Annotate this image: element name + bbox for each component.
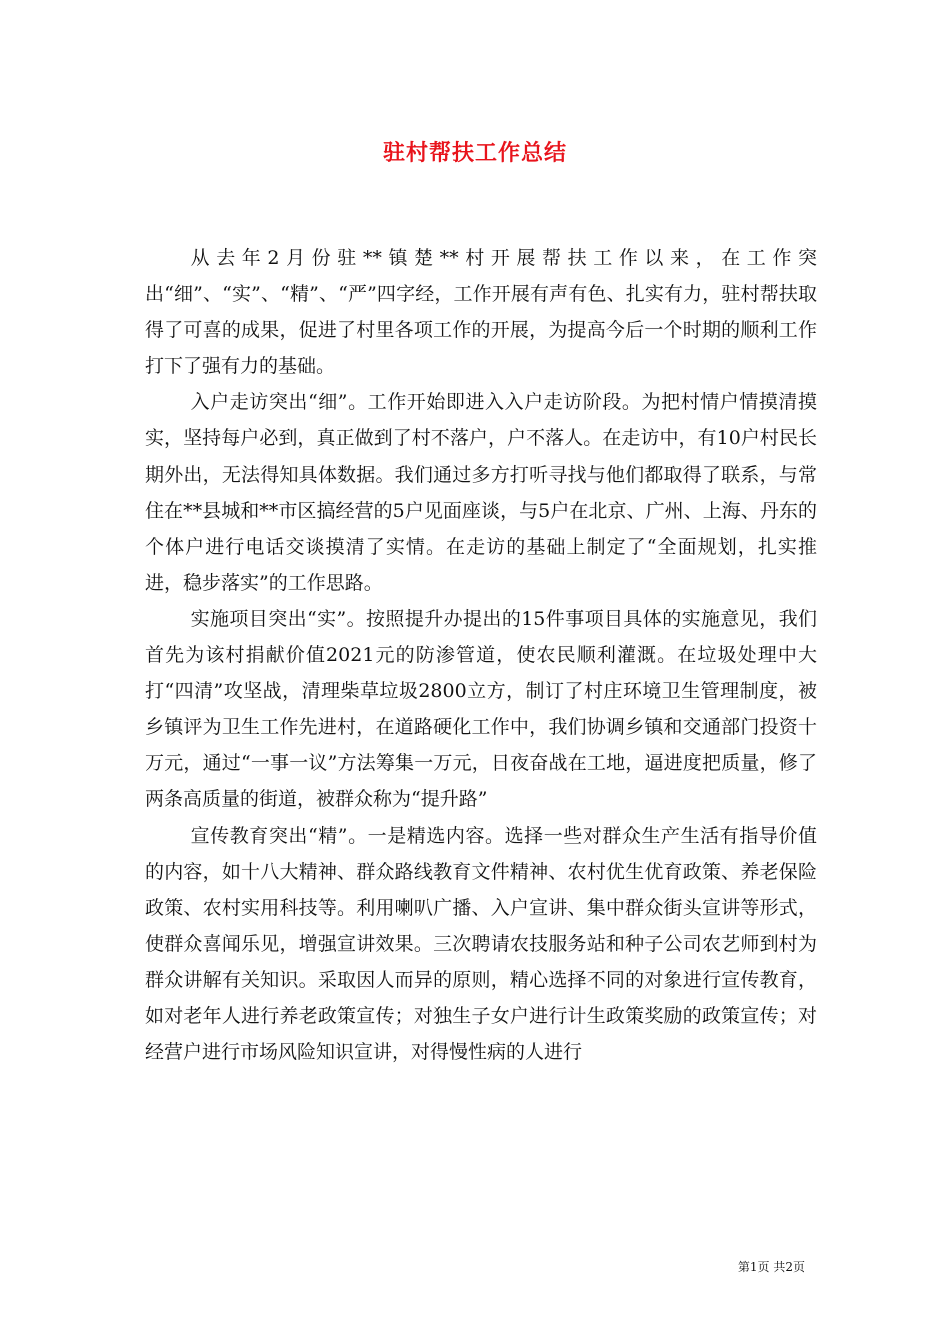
document-title: 驻村帮扶工作总结 [382,141,567,166]
document-body [145,240,817,1070]
page-footer: 第1页 共2页 [737,1260,805,1274]
paragraph-intro: 从去年2月份驻**镇楚**村开展帮扶工作以来，在工作突出“细”、“实”、“精”、“严”四字经，工作开展有声有色、扎实有力，驻村帮扶取得了可喜的成果，促进了村里各项工作的开展，为提高今后一个时期的顺利工作打下了强有力的基础。 [145,247,817,378]
paragraph-education: 宣传教育突出“精”。一是精选内容。选择一些对群众生产生活有指导价值的内容，如十八大精神、群众路线教育文件精神、农村优生优育政策、养老保险政策、农村实用科技等。利用喇叭广播、入户宣讲、集中群众街头宣讲等形式，使群众喜闻乐见，增强宣讲效果。三次聘请农技服务站和种子公司农艺师到村为群众讲解有关知识。采取因人而异的原则，精心选择不同的对象进行宣传教育，如对老年人进行养老政策宣传；对独生子女户进行计生政策奖励的政策宣传；对经营户进行市场风险知识宣讲，对得慢性病的人进行 [145,824,817,1064]
paragraph-visits: 入户走访突出“细”。工作开始即进入入户走访阶段。为把村情户情摸清摸实，坚持每户必到，真正做到了村不落户，户不落人。在走访中，有10户村民长期外出，无法得知具体数据。我们通过多方打听寻找与他们都取得了联系，与常住在**县城和**市区搞经营的5户见面座谈，与5户在北京、广州、上海、丹东的个体户进行电话交谈摸清了实情。在走访的基础上制定了“全面规划，扎实推进，稳步落实”的工作思路。 [145,391,817,594]
paragraph-projects: 实施项目突出“实”。按照提升办提出的15件事项目具体的实施意见，我们首先为该村捐献价值2021元的防渗管道，使农民顺利灌溉。在垃圾处理中大打“四清”攻坚战，清理柴草垃圾2800立方，制订了村庄环境卫生管理制度，被乡镇评为卫生工作先进村，在道路硬化工作中，我们协调乡镇和交通部门投资十万元，通过“一事一议”方法筹集一万元，日夜奋战在工地，逼进度把质量，修了两条高质量的街道，被群众称为“提升路” [145,607,817,811]
